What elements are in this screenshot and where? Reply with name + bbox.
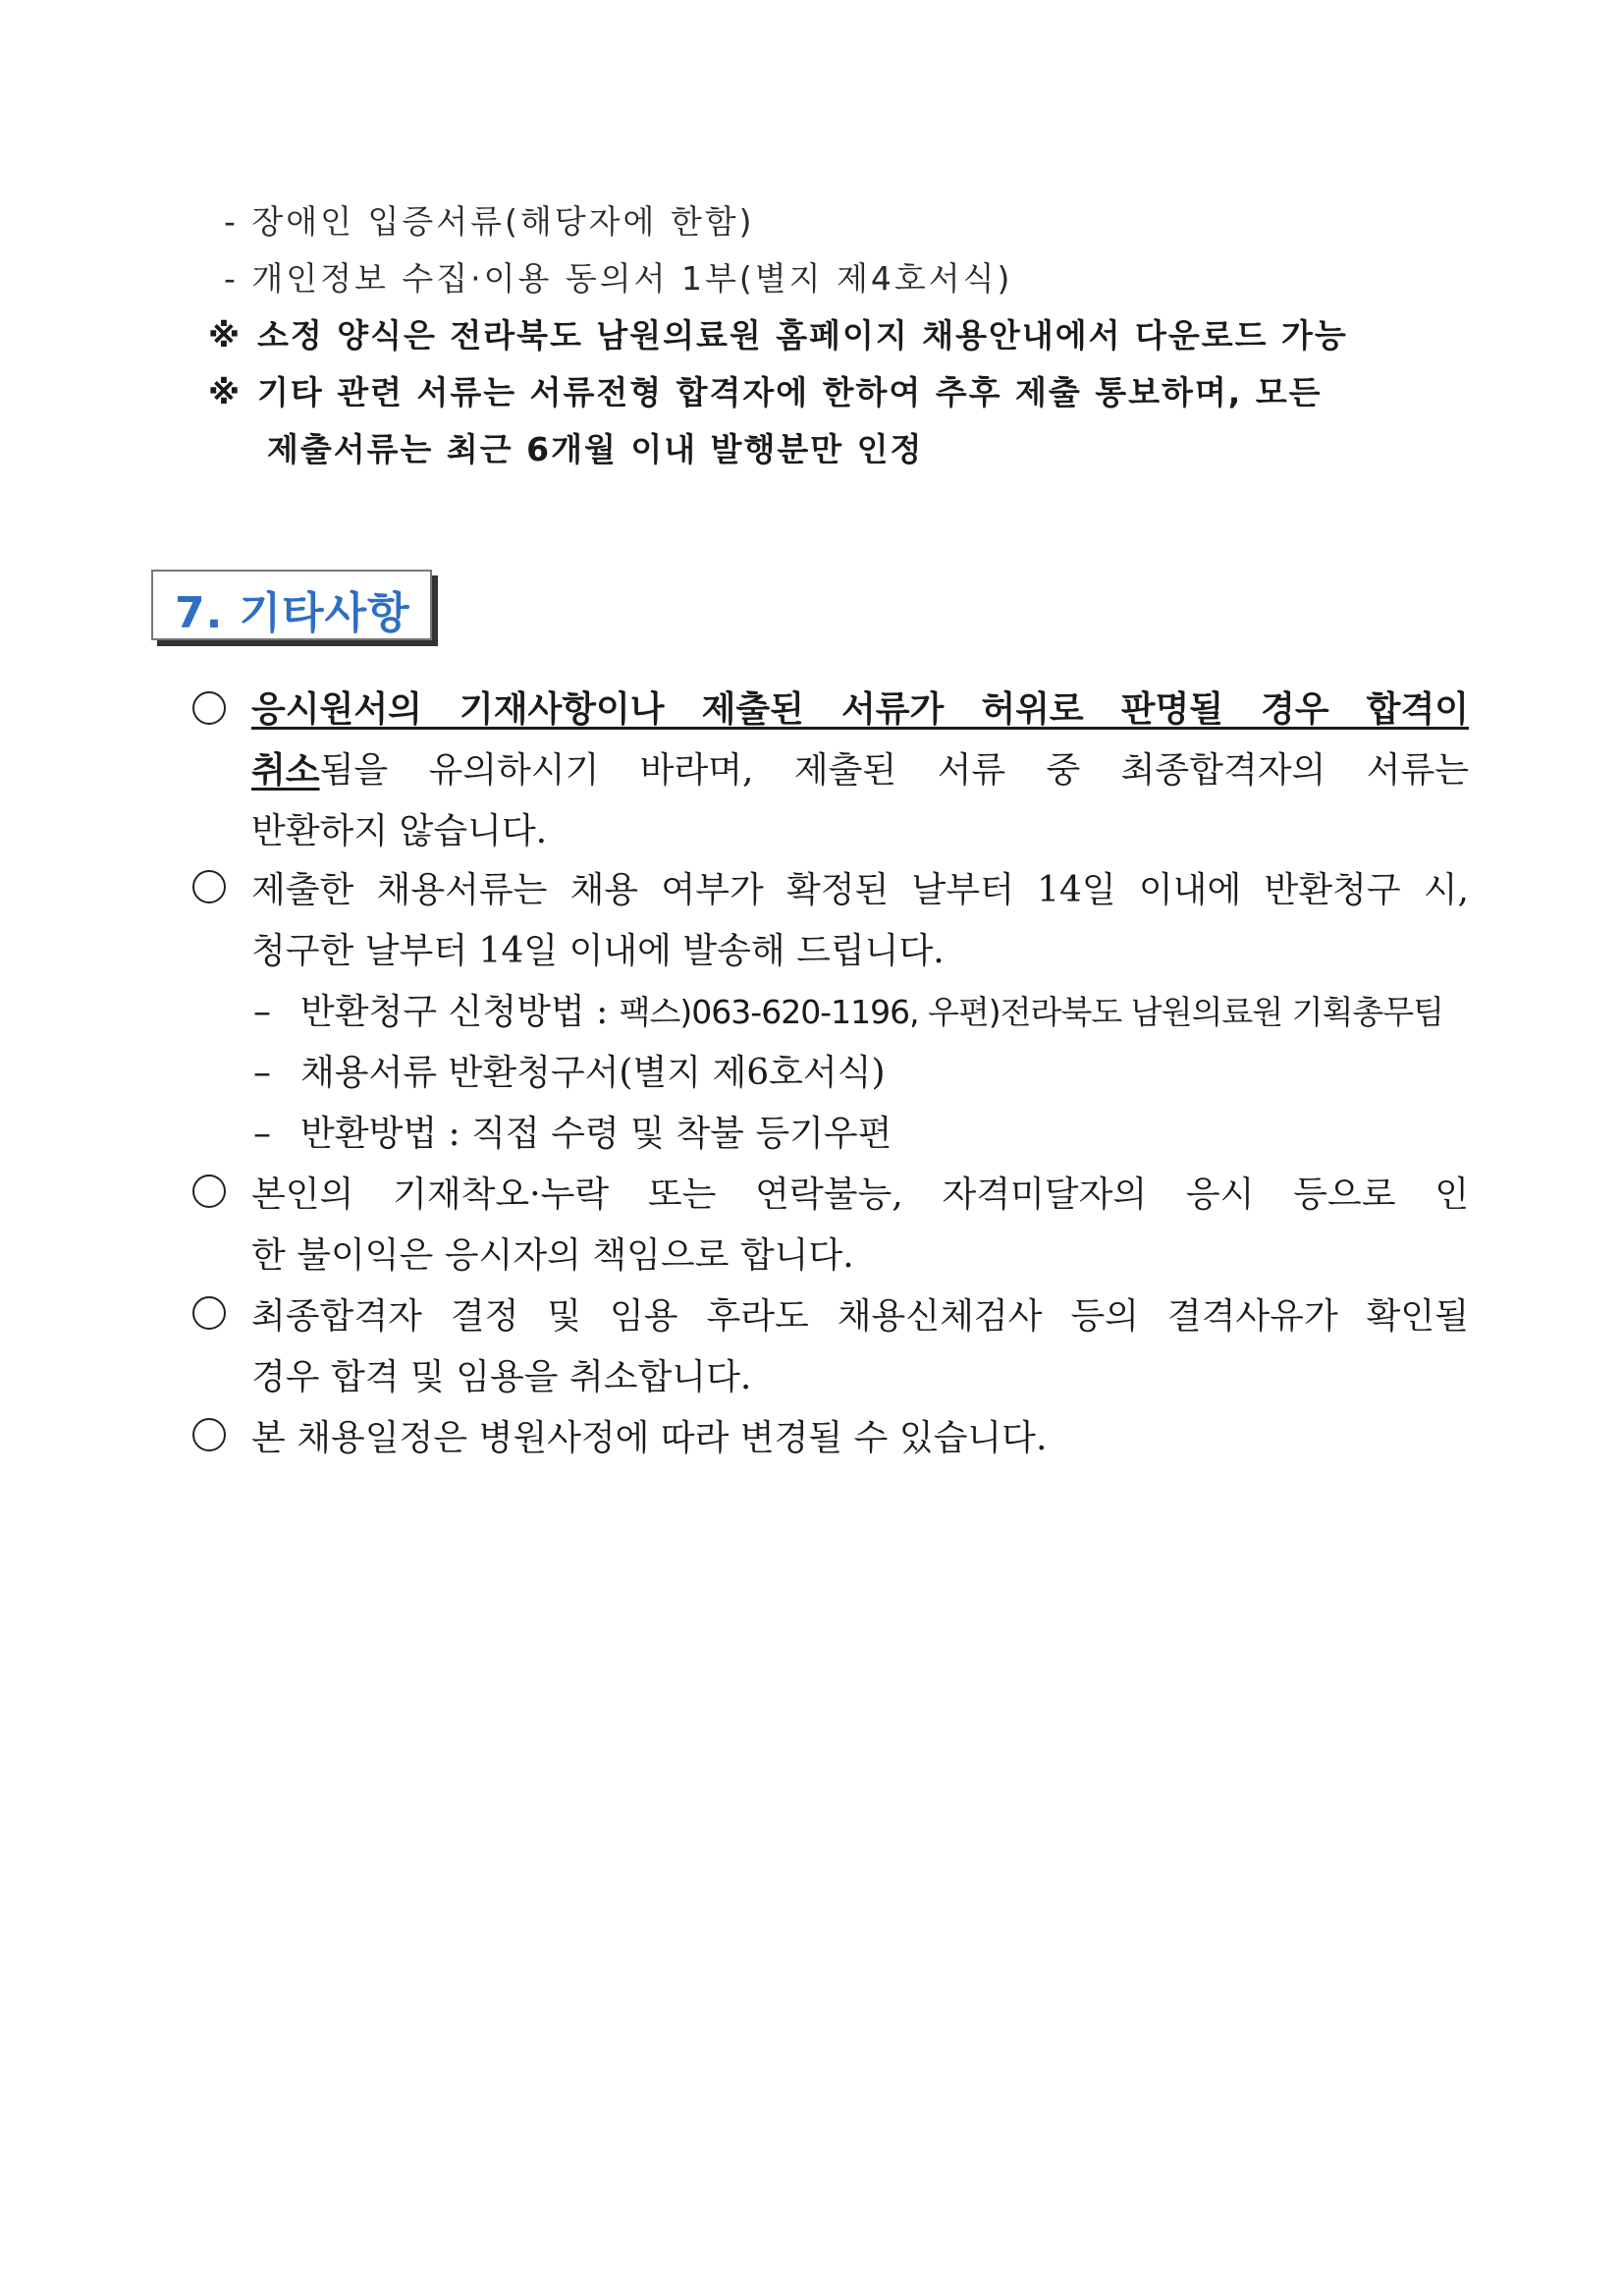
- item3-line2: 한 불이익은 응시자의 책임으로 합니다.: [251, 1235, 854, 1276]
- reference-mark-icon: ※: [208, 316, 243, 355]
- item1-line2-rest: 됨을 유의하시기 바라며, 제출된 서류 중 최종합격자의 서류는: [319, 750, 1469, 791]
- circle-bullet-icon: [192, 1418, 226, 1451]
- reference-mark-icon: ※: [208, 373, 243, 411]
- item4-line2: 경우 합격 및 임용을 취소합니다.: [251, 1357, 752, 1397]
- contact-info: 팩스)063-620-1196, 우편)전라북도 남원의료원 기획총무팀: [619, 993, 1443, 1031]
- item5-line1: 본 채용일정은 병원사정에 따라 변경될 수 있습니다.: [251, 1418, 1048, 1458]
- section-title: 7. 기타사항: [175, 588, 410, 638]
- item2-sub-return-method: – 반환청구 신청방법 : 팩스)063-620-1196, 우편)전라북도 남원의료원 기획총무팀: [253, 992, 1443, 1032]
- item2-sub-return-delivery: – 반환방법 : 직접 수령 및 착불 등기우편: [253, 1114, 893, 1154]
- item2-line2: 청구한 날부터 14일 이내에 발송해 드립니다.: [251, 931, 945, 971]
- note-text: 소정 양식은 전라북도 남원의료원 홈페이지 채용안내에서 다운로드 가능: [257, 316, 1348, 355]
- circle-bullet-icon: [192, 691, 226, 725]
- circle-bullet-icon: [192, 1175, 226, 1208]
- circle-bullet-icon: [192, 870, 226, 903]
- circle-bullet-icon: [192, 1296, 226, 1330]
- note-other-documents-continued: 제출서류는 최근 6개월 이내 발행분만 인정: [267, 430, 924, 468]
- note-download-forms: [208, 310, 1348, 356]
- item1-emphasis: 응시원서의 기재사항이나 제출된 서류가 허위로 판명될 경우 합격이: [251, 688, 1469, 730]
- requirement-item-disability: - 장애인 입증서류(해당자에 한함): [224, 202, 755, 241]
- item1-line2: [251, 742, 1469, 793]
- note-other-documents: [208, 367, 1323, 413]
- item3-line1: 본인의 기재착오·누락 또는 연락불능, 자격미달자의 응시 등으로 인: [251, 1175, 1469, 1215]
- note-text: 기타 관련 서류는 서류전형 합격자에 한하여 추후 제출 통보하며, 모든: [257, 373, 1323, 411]
- item2-sub-return-form: – 채용서류 반환청구서(별지 제6호서식): [253, 1053, 886, 1093]
- item1-line3: 반환하지 않습니다.: [251, 811, 548, 851]
- item2-line1: 제출한 채용서류는 채용 여부가 확정된 날부터 14일 이내에 반환청구 시,: [251, 870, 1469, 910]
- item1-emphasis-cont: 취소: [251, 749, 320, 791]
- section-heading-box: [151, 570, 432, 640]
- requirement-item-privacy-consent: - 개인정보 수집·이용 동의서 1부(별지 제4호서식): [224, 259, 1013, 298]
- item4-line1: 최종합격자 결정 및 임용 후라도 채용신체검사 등의 결격사유가 확인될: [251, 1296, 1469, 1337]
- item1-line1: [251, 682, 1469, 732]
